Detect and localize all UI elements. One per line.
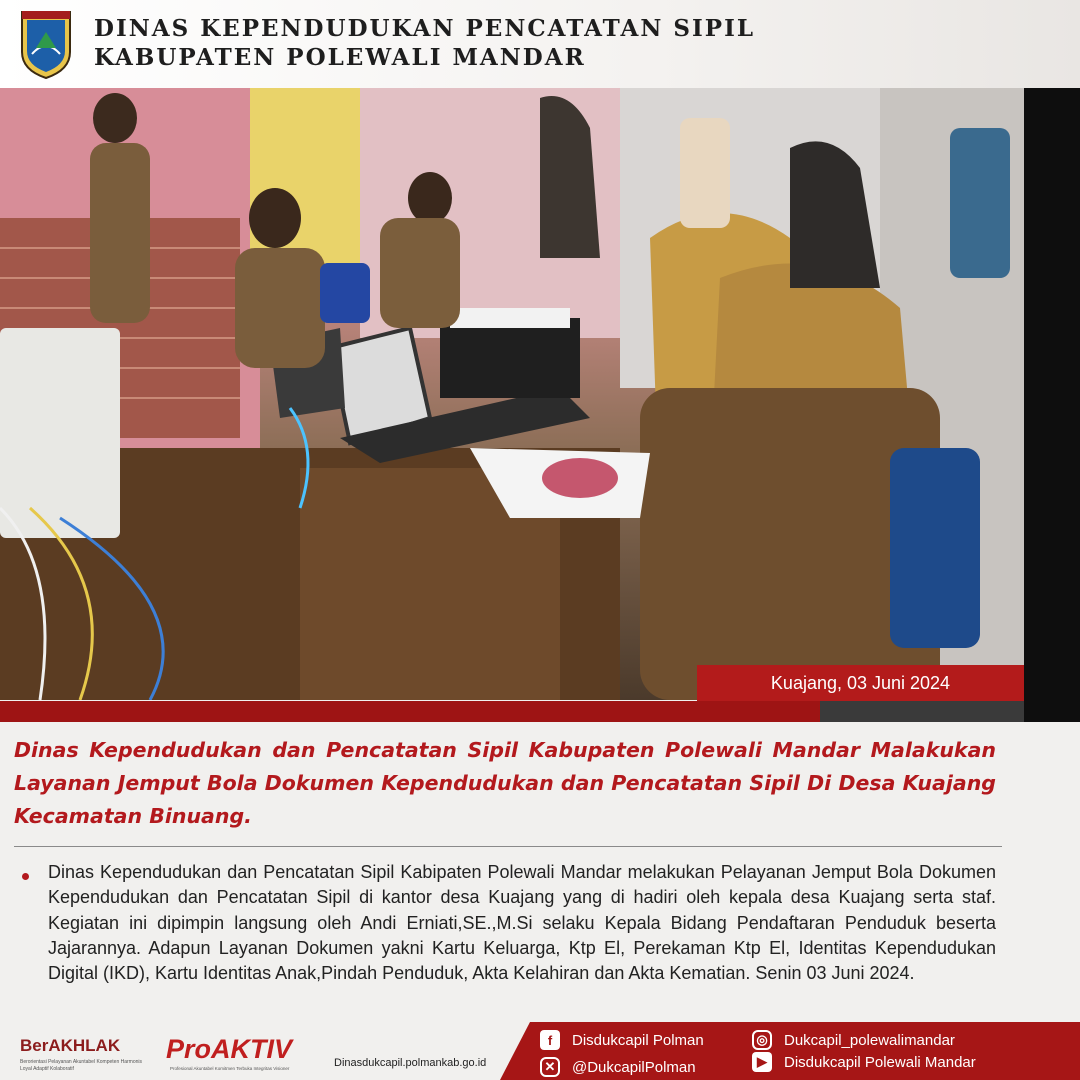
photo-illustration: [0, 88, 1024, 700]
red-accent-band: [0, 701, 820, 722]
photo-caption-badge: [697, 665, 1024, 701]
header-title-line1: DINAS KEPENDUDUKAN PENCATATAN SIPIL: [94, 15, 756, 42]
proaktiv-logo: ProAKTIV: [166, 1034, 293, 1064]
right-edge-bar: [1024, 88, 1080, 700]
instagram-icon: ◎: [752, 1030, 772, 1050]
event-photo: [0, 88, 1024, 700]
dark-accent-band: [820, 701, 1024, 722]
bullet-icon: [22, 873, 29, 880]
youtube-handle: Disdukcapil Polewali Mandar: [784, 1053, 976, 1071]
headline: Dinas Kependudukan dan Pencatatan Sipil Kabupaten Polewali Mandar Malakukan Layanan Jemput Bola Dokumen Kependudukan dan Pencatatan Sipil Di Desa Kuajang Kecamatan Binuang.: [14, 738, 996, 828]
social-twitter[interactable]: [540, 1057, 696, 1077]
header-title: [94, 14, 755, 72]
headline-divider: [14, 846, 1002, 847]
youtube-icon: ▶: [752, 1052, 772, 1072]
social-instagram[interactable]: [752, 1030, 955, 1050]
instagram-handle: Dukcapil_polewalimandar: [784, 1031, 955, 1049]
berakhlak-tagline: Berorientasi Pelayanan Akuntabel Kompeten Harmonis Loyal Adaptif Kolaboratif: [20, 1059, 143, 1072]
berakhlak-logo: BerAKHLAK: [20, 1036, 121, 1055]
page-header: [0, 0, 1080, 88]
polewali-mandar-logo: [18, 8, 74, 80]
facebook-handle: Disdukcapil Polman: [572, 1031, 704, 1049]
website-link[interactable]: Dinasdukcapil.polmankab.go.id: [334, 1057, 487, 1069]
x-twitter-icon: ✕: [540, 1057, 560, 1077]
proaktiv-tagline: Profesional Akuntabel Komitmen Terbuka Integritas Visioner: [170, 1066, 290, 1071]
twitter-handle: @DukcapilPolman: [572, 1058, 696, 1076]
social-facebook[interactable]: [540, 1030, 704, 1050]
body-paragraph: Dinas Kependudukan dan Pencatatan Sipil Kabipaten Polewali Mandar melakukan Pelayanan Jemput Bola Dokumen Kependudukan dan Pencatatan Sipil di kantor desa Kuajang yang di hadiri oleh kepala desa Kuajang serta staf. Kegiatan ini dipimpin langsung oleh Andi Erniati,SE.,M.Si selaku Kepala Bidang Pendaftaran Penduduk beserta Jajarannya. Adapun Layanan Dokumen yakni Kartu Keluarga, Ktp El, Perekaman Ktp El, Identitas Kependudukan Digital (IKD), Kartu Identitas Anak,Pindah Penduduk, Akta Kelahiran dan Akta Kematian. Senin 03 Juni 2024.: [48, 862, 996, 984]
photo-caption: Kuajang, 03 Juni 2024: [770, 672, 951, 693]
header-title-line2: KABUPATEN POLEWALI MANDAR: [94, 44, 586, 71]
facebook-icon: f: [540, 1030, 560, 1050]
social-youtube[interactable]: [752, 1052, 976, 1072]
right-edge-bar-lower: [1024, 700, 1080, 722]
